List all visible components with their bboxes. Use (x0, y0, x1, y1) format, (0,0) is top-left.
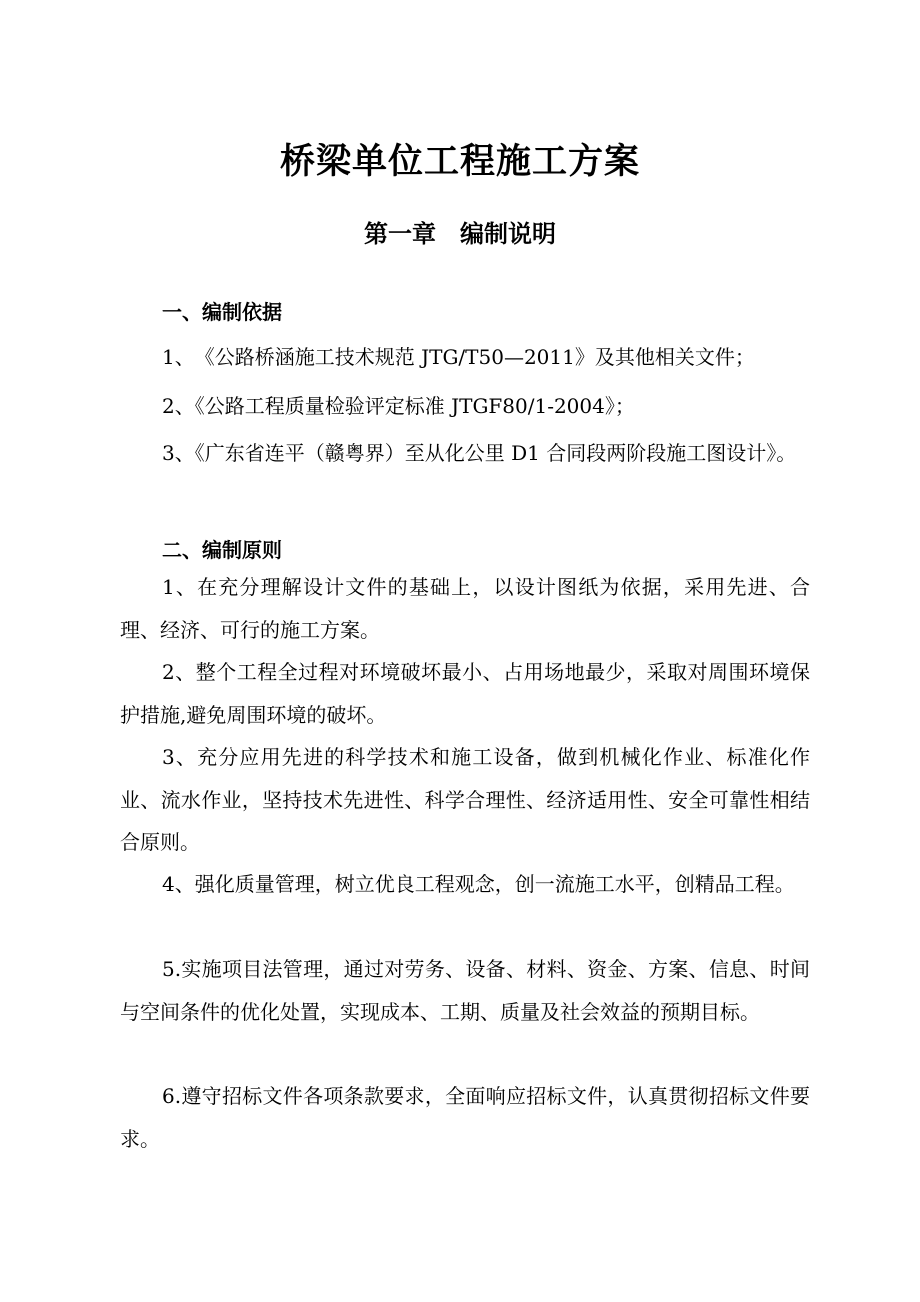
principle-item-5: 5.实施项目法管理，通过对劳务、设备、材料、资金、方案、信息、时间与空间条件的优化处置，实现成本、工期、质量及社会效益的预期目标。 (120, 957, 810, 1024)
section-heading-basis: 一、编制依据 (162, 300, 282, 324)
principle-item-2: 2、整个工程全过程对环境破坏最小、占用场地最少，采取对周围环境保护措施,避免周围环境的破坏。 (120, 660, 810, 727)
chapter-title: 第一章 编制说明 (364, 219, 556, 248)
basis-item-1: 1、 《公路桥涵施工技术规范 JTG/T50—2011》及其他相关文件； (162, 345, 755, 369)
section-heading-principles: 二、编制原则 (162, 538, 282, 562)
principle-item-3: 3、充分应用先进的科学技术和施工设备，做到机械化作业、标准化作业、流水作业，坚持技术先进性、科学合理性、经济适用性、安全可靠性相结合原则。 (120, 745, 810, 854)
basis-item-3: 3、《广东省连平（赣粤界）至从化公里 D1 合同段两阶段施工图设计》。 (162, 441, 797, 465)
principle-item-6: 6.遵守招标文件各项条款要求，全面响应招标文件，认真贯彻招标文件要求。 (120, 1084, 810, 1151)
principle-item-1: 1、在充分理解设计文件的基础上，以设计图纸为依据，采用先进、合理、经济、可行的施工方案。 (120, 575, 810, 642)
basis-item-2: 2、《公路工程质量检验评定标准 JTGF80/1-2004》； (162, 394, 635, 418)
document-title: 桥梁单位工程施工方案 (279, 141, 640, 182)
principle-item-4: 4、强化质量管理，树立优良工程观念，创一流施工水平，创精品工程。 (162, 872, 795, 896)
